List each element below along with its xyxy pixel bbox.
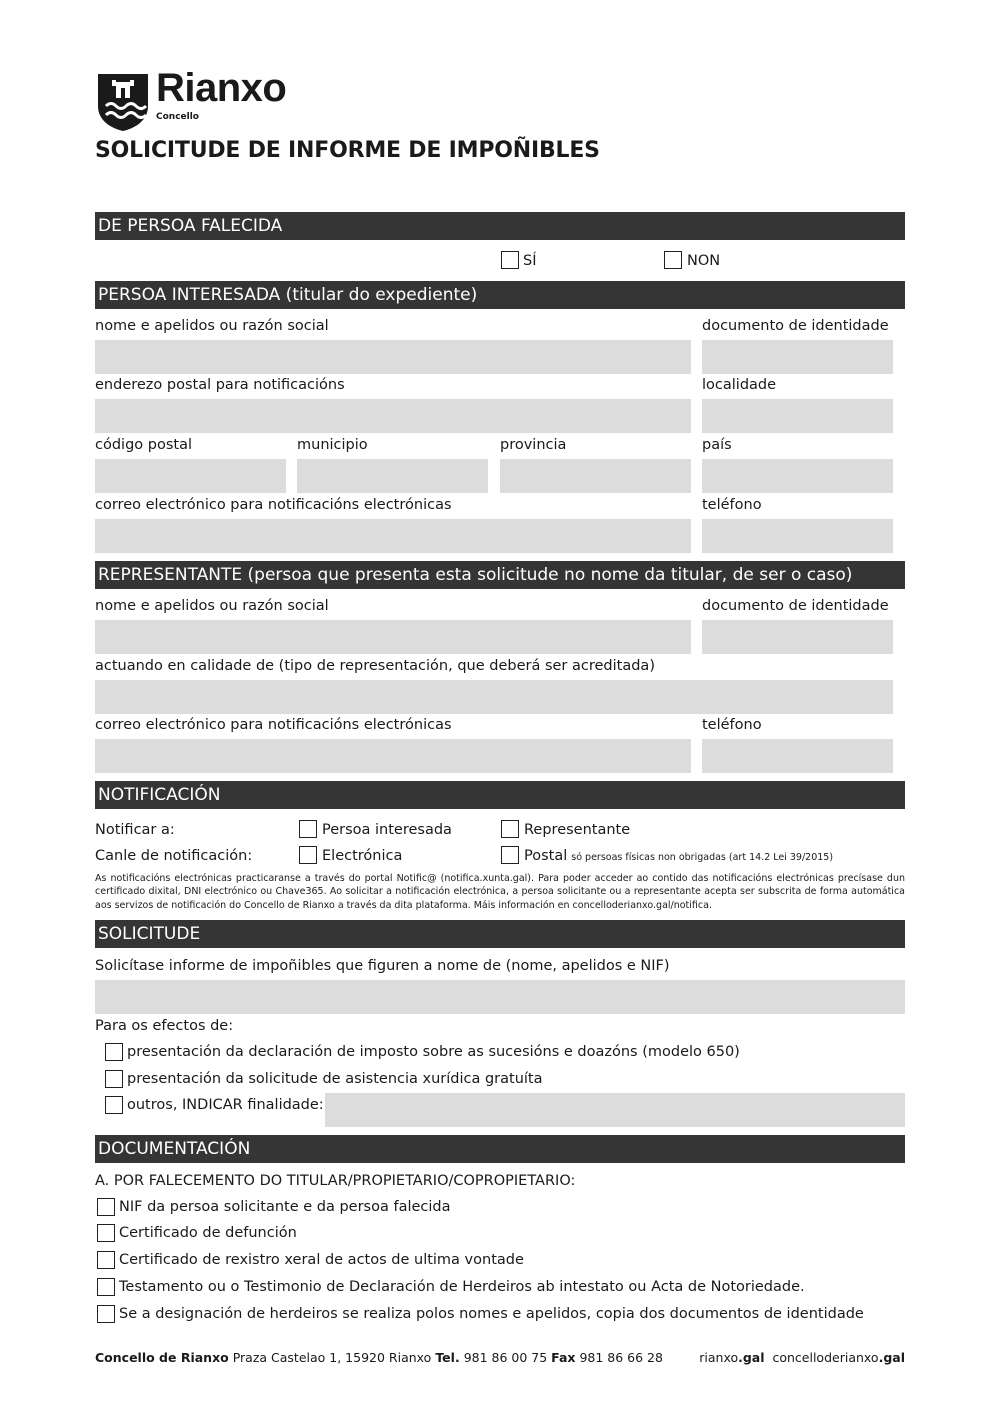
section-bar-falecida: DE PERSOA FALECIDA	[95, 212, 905, 240]
field-interesada-pais[interactable]	[702, 459, 893, 493]
label-rep-nome: nome e apelidos ou razón social	[95, 598, 329, 614]
label-correo: correo electrónico para notificacións electrónicas	[95, 497, 452, 513]
label-nome: nome e apelidos ou razón social	[95, 318, 329, 334]
checkbox-efecto-outros[interactable]	[105, 1096, 123, 1114]
postal-note: só persoas físicas non obrigadas (art 14.2 Lei 39/2015)	[571, 852, 834, 863]
footer-web1-link[interactable]	[699, 1350, 764, 1365]
checkbox-doc-nif-label: NIF da persoa solicitante e da persoa falecida	[119, 1199, 451, 1215]
checkbox-si-label: SÍ	[523, 253, 537, 269]
field-rep-telefono[interactable]	[702, 739, 893, 773]
logo-subtitle: Concello	[156, 112, 199, 122]
label-municipio: municipio	[297, 437, 368, 453]
field-solicitude-nome[interactable]	[95, 980, 905, 1014]
field-rep-calidade[interactable]	[95, 680, 893, 714]
postal-text: Postal	[524, 848, 568, 864]
label-rep-calidade: actuando en calidade de (tipo de representación, que deberá ser acreditada)	[95, 658, 655, 674]
checkbox-non[interactable]	[664, 251, 682, 269]
label-localidade: localidade	[702, 377, 777, 393]
label-canle: Canle de notificación:	[95, 848, 253, 864]
checkbox-notificar-representante[interactable]	[501, 820, 519, 838]
label-rep-documento: documento de identidade	[702, 598, 889, 614]
footer-web2-tld: .gal	[878, 1350, 905, 1365]
field-interesada-telefono[interactable]	[702, 519, 893, 553]
checkbox-notificar-representante-label: Representante	[524, 822, 631, 838]
checkbox-notificar-interesada-label: Persoa interesada	[322, 822, 452, 838]
shield-icon	[96, 72, 150, 132]
footer-org: Concello de Rianxo	[95, 1350, 229, 1365]
footer-web2-link[interactable]	[772, 1350, 905, 1365]
checkbox-si[interactable]	[501, 251, 519, 269]
checkbox-notificar-interesada[interactable]	[299, 820, 317, 838]
checkbox-efecto-modelo650[interactable]	[105, 1043, 123, 1061]
checkbox-efecto-asistencia-label: presentación da solicitude de asistencia xurídica gratuíta	[127, 1071, 543, 1087]
checkbox-doc-identidade[interactable]	[97, 1305, 115, 1323]
field-interesada-correo[interactable]	[95, 519, 691, 553]
checkbox-efecto-modelo650-label: presentación da declaración de imposto sobre as sucesións e doazóns (modelo 650)	[127, 1044, 740, 1060]
section-bar-documentacion: DOCUMENTACIÓN	[95, 1135, 905, 1163]
label-codigo-postal: código postal	[95, 437, 192, 453]
checkbox-doc-testamento-label: Testamento ou o Testimonio de Declaración de Herdeiros ab intestato ou Acta de Notoriedade.	[119, 1279, 805, 1295]
checkbox-doc-ultima-vontade-label: Certificado de rexistro xeral de actos de ultima vontade	[119, 1252, 524, 1268]
field-outros-finalidade[interactable]	[325, 1093, 905, 1127]
checkbox-electronica[interactable]	[299, 846, 317, 864]
field-interesada-municipio[interactable]	[297, 459, 488, 493]
label-efectos: Para os efectos de:	[95, 1018, 234, 1034]
footer-websites	[699, 1350, 905, 1365]
checkbox-doc-nif[interactable]	[97, 1198, 115, 1216]
checkbox-postal-label	[524, 848, 833, 864]
footer-tel: 981 86 00 75	[463, 1350, 548, 1365]
label-notificar-a: Notificar a:	[95, 822, 175, 838]
label-enderezo: enderezo postal para notificacións	[95, 377, 345, 393]
checkbox-non-label: NON	[687, 253, 721, 269]
field-rep-nome[interactable]	[95, 620, 691, 654]
logo-name: Rianxo	[156, 66, 287, 110]
label-documentacion-subtitulo: A. POR FALECEMENTO DO TITULAR/PROPIETARIO/COPROPIETARIO:	[95, 1173, 576, 1189]
label-rep-correo: correo electrónico para notificacións electrónicas	[95, 717, 452, 733]
footer-fax-label: Fax	[551, 1350, 576, 1365]
checkbox-doc-ultima-vontade[interactable]	[97, 1251, 115, 1269]
footer-web1-name: rianxo	[699, 1350, 739, 1365]
footer-web1-tld: .gal	[738, 1350, 765, 1365]
footer-address	[95, 1350, 663, 1365]
checkbox-efecto-asistencia[interactable]	[105, 1070, 123, 1088]
page-title: SOLICITUDE DE INFORME DE IMPOÑIBLES	[95, 138, 600, 163]
label-telefono: teléfono	[702, 497, 762, 513]
field-rep-correo[interactable]	[95, 739, 691, 773]
label-solicitude-texto: Solicítase informe de impoñibles que figuren a nome de (nome, apelidos e NIF)	[95, 958, 670, 974]
checkbox-doc-identidade-label: Se a designación de herdeiros se realiza polos nomes e apelidos, copia dos documentos de identidade	[119, 1306, 864, 1322]
field-interesada-enderezo[interactable]	[95, 399, 691, 433]
concello-logo	[96, 66, 326, 134]
footer-web2-name: concelloderianxo	[772, 1350, 879, 1365]
footer-street: Praza Castelao 1, 15920 Rianxo	[232, 1350, 432, 1365]
checkbox-electronica-label: Electrónica	[322, 848, 403, 864]
field-interesada-nome[interactable]	[95, 340, 691, 374]
section-bar-representante: REPRESENTANTE (persoa que presenta esta solicitude no nome da titular, de ser o caso)	[95, 561, 905, 589]
footer-fax: 981 86 66 28	[579, 1350, 663, 1365]
notificacion-info-text: As notificacións electrónicas practicaranse a través do portal Notific@ (notifica.xunta.gal). Para poder acceder ao contido das notificacións electrónicas precísase dun certificado dixital, DNI electrónico ou Chave365. Ao solicitar a notificación electrónica, a persoa solicitante ou a representante acepta ser subscrita de forma automática aos servizos de notificación do Concello de Rianxo a través da dita plataforma. Máis información en concelloderianxo.gal/notifica.	[95, 873, 905, 911]
field-interesada-provincia[interactable]	[500, 459, 691, 493]
checkbox-postal[interactable]	[501, 846, 519, 864]
checkbox-doc-testamento[interactable]	[97, 1278, 115, 1296]
field-interesada-cp[interactable]	[95, 459, 286, 493]
label-provincia: provincia	[500, 437, 567, 453]
field-rep-documento[interactable]	[702, 620, 893, 654]
section-bar-interesada: PERSOA INTERESADA (titular do expediente)	[95, 281, 905, 309]
field-interesada-localidade[interactable]	[702, 399, 893, 433]
label-pais: país	[702, 437, 732, 453]
label-rep-telefono: teléfono	[702, 717, 762, 733]
footer-tel-label: Tel.	[435, 1350, 460, 1365]
checkbox-doc-defuncion[interactable]	[97, 1224, 115, 1242]
field-interesada-documento[interactable]	[702, 340, 893, 374]
section-bar-notificacion: NOTIFICACIÓN	[95, 781, 905, 809]
label-documento: documento de identidade	[702, 318, 889, 334]
checkbox-efecto-outros-label: outros, INDICAR finalidade:	[127, 1097, 324, 1113]
section-bar-solicitude: SOLICITUDE	[95, 920, 905, 948]
checkbox-doc-defuncion-label: Certificado de defunción	[119, 1225, 297, 1241]
